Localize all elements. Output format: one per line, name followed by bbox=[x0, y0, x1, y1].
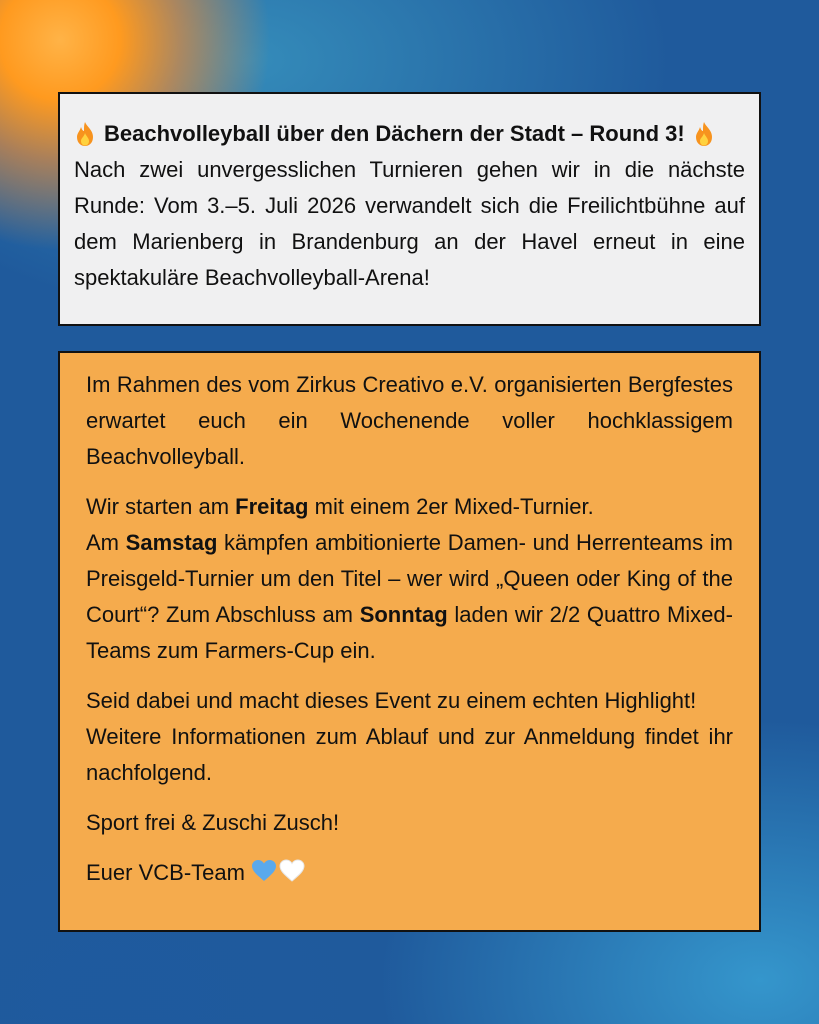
signature-line bbox=[86, 855, 733, 891]
intro-card bbox=[58, 92, 761, 326]
details-card bbox=[58, 351, 761, 932]
schedule-paragraph bbox=[86, 489, 733, 669]
intro-paragraph: Im Rahmen des vom Zirkus Creativo e.V. organisierten Bergfestes erwartet euch ein Wochenende voller hochklassigem Beachvolleyball. bbox=[86, 372, 733, 469]
signature-text: Euer VCB-Team bbox=[86, 860, 245, 885]
intro-title: Beachvolleyball über den Dächern der Stadt – Round 3! bbox=[104, 121, 685, 146]
intro-body: Nach zwei unvergesslichen Turnieren gehen wir in die nächste Runde: Vom 3.–5. Juli 2026 verwandelt sich die Freilichtbühne auf dem Marienberg in Brandenburg an der Havel erneut in eine spektakuläre Beachvolleyball-Arena! bbox=[74, 157, 745, 290]
saturday-text: Am Samstag kämpfen ambitionierte Damen- und Herrenteams im Preisgeld-Turnier um den Titel – wer wird „Queen oder King of the Court“? Zum Abschluss am Sonntag laden wir 2/2 Quattro Mixed-Teams zum Farmers-Cup ein. bbox=[86, 530, 733, 663]
motto-line: Sport frei & Zuschi Zusch! bbox=[86, 810, 340, 835]
fire-icon bbox=[74, 121, 96, 147]
sunday-label: Sonntag bbox=[359, 602, 448, 627]
highlight-line: Seid dabei und macht dieses Event zu einem echten Highlight! bbox=[86, 688, 697, 713]
fire-icon bbox=[693, 121, 715, 147]
hearts bbox=[251, 859, 305, 883]
saturday-label: Samstag bbox=[125, 530, 218, 555]
friday-label: Freitag bbox=[235, 494, 309, 519]
info-line: Weitere Informationen zum Ablauf und zur Anmeldung findet ihr nachfolgend. bbox=[86, 724, 733, 785]
intro-title-row bbox=[74, 116, 745, 152]
blue-heart-icon bbox=[251, 859, 277, 883]
white-heart-icon bbox=[279, 859, 305, 883]
friday-line: Wir starten am Freitag mit einem 2er Mixed-Turnier. bbox=[86, 494, 594, 519]
info-paragraph bbox=[86, 683, 733, 791]
